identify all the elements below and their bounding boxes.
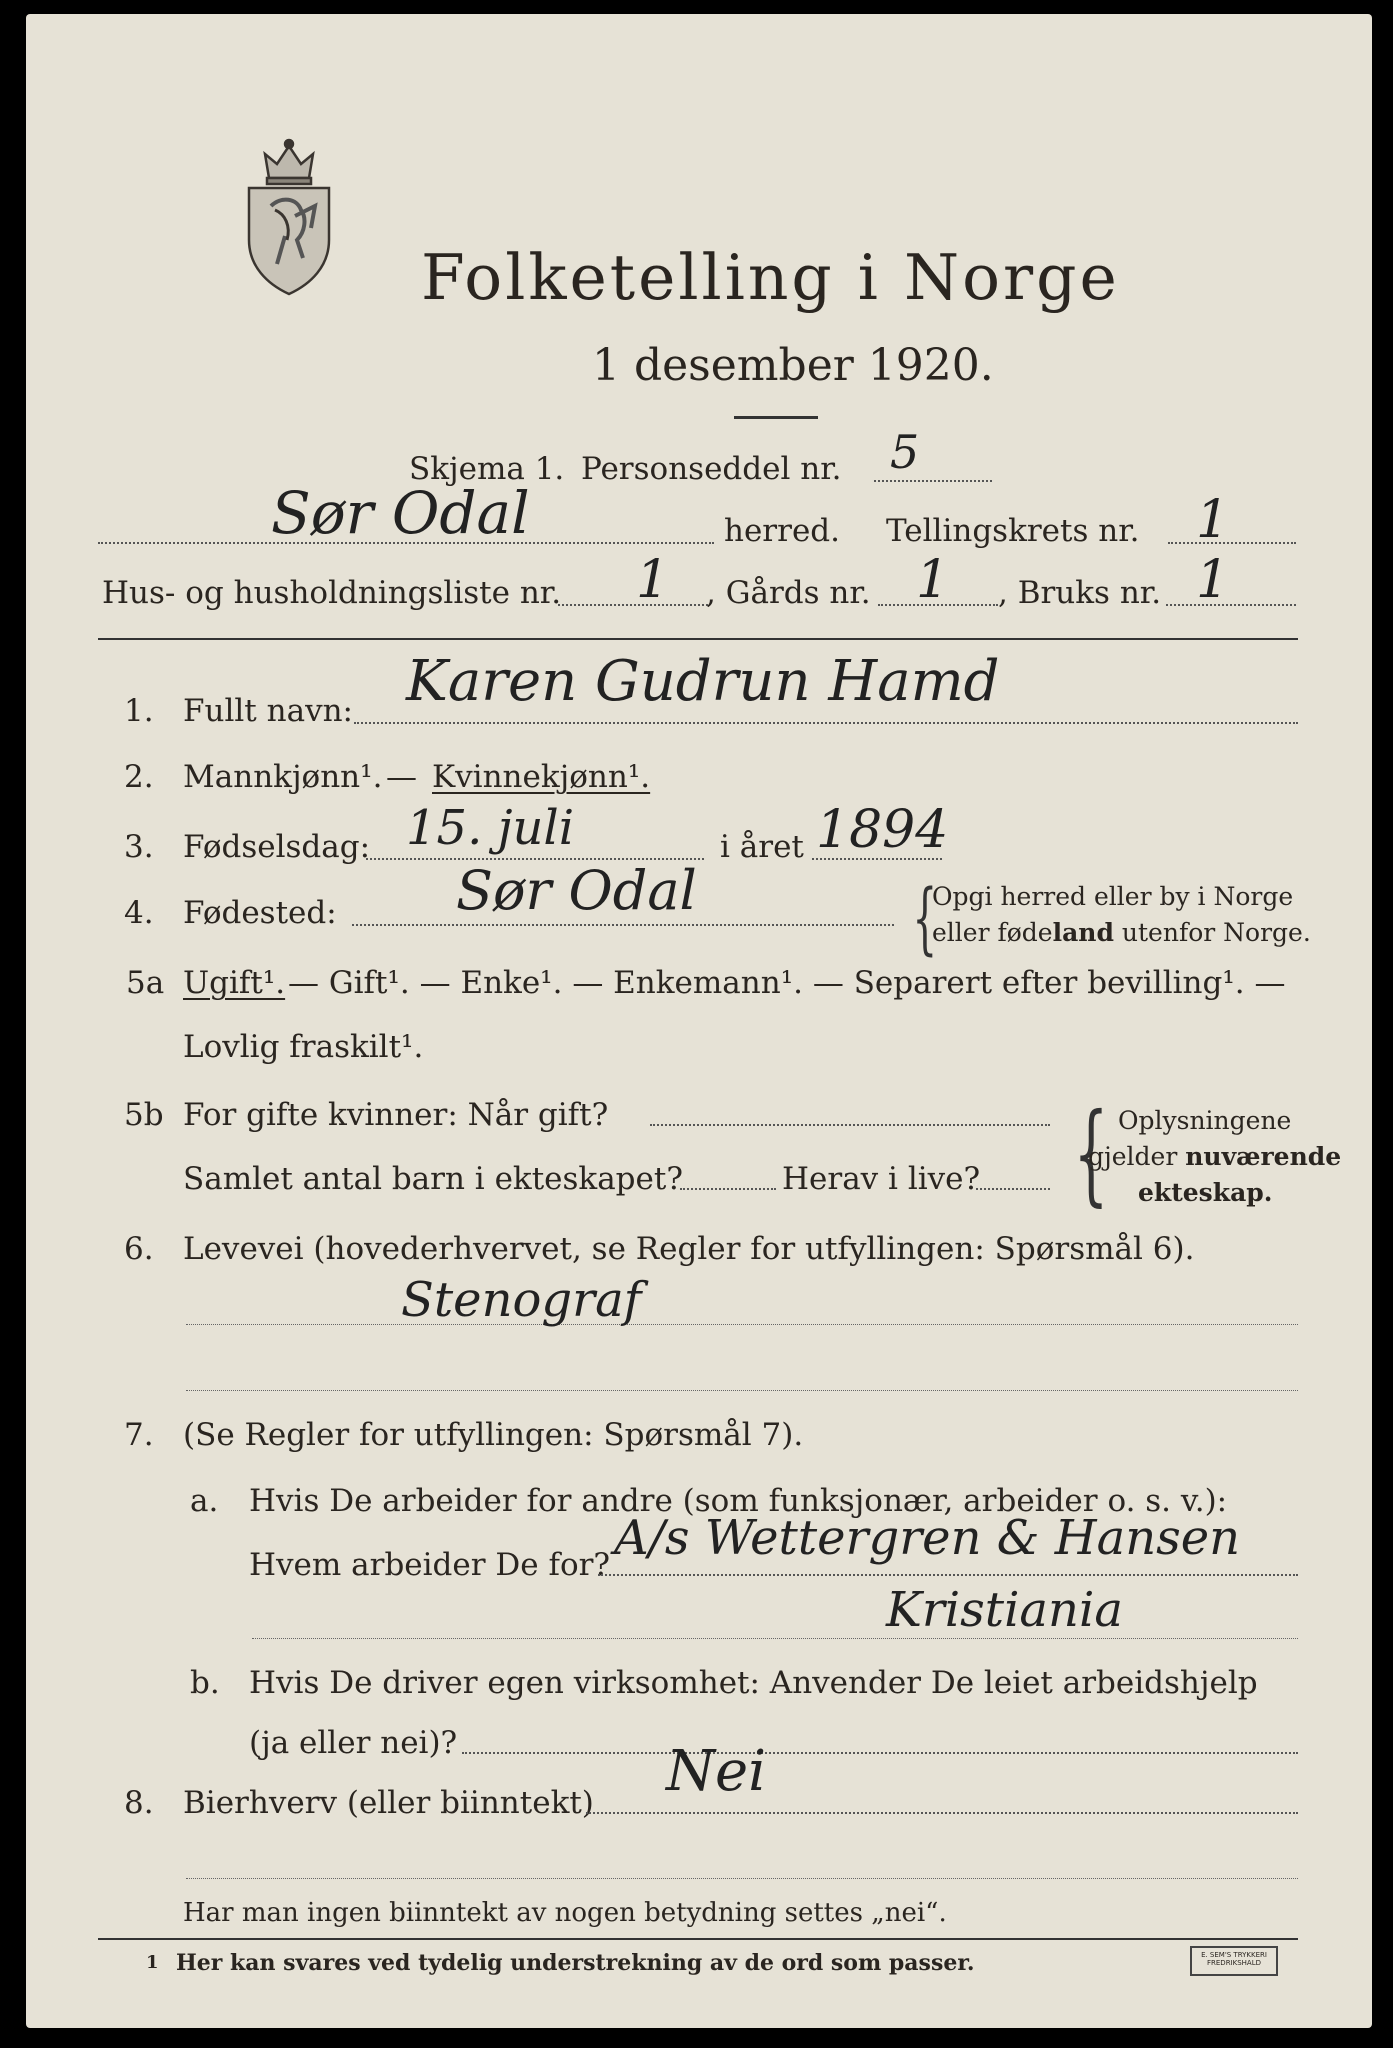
q5b-note2 xyxy=(1088,1144,1341,1169)
employer-field-2[interactable] xyxy=(252,1638,1298,1639)
q5b-note3: ekteskap. xyxy=(1138,1178,1273,1207)
title-divider xyxy=(734,416,818,419)
q5b-note1: Oplysningene xyxy=(1118,1106,1292,1135)
footer-divider xyxy=(98,1938,1298,1940)
q5a-number: 5a xyxy=(126,965,165,1001)
skjema-label: Skjema 1. xyxy=(409,451,565,487)
gards-label: , Gårds nr. xyxy=(706,575,871,611)
tellingskrets-value: 1 xyxy=(1196,490,1230,550)
q1-number: 1. xyxy=(124,693,154,729)
q4-label: Fødested: xyxy=(183,895,337,931)
q2-male[interactable]: Mannkjønn¹. xyxy=(183,759,383,795)
birthplace-field[interactable] xyxy=(352,924,894,926)
full-name-field[interactable] xyxy=(354,722,1298,724)
q4-note-a: eller føde xyxy=(932,918,1053,947)
q5b-note2a: gjelder xyxy=(1088,1142,1186,1171)
year-label: i året xyxy=(720,829,804,865)
q7a-number: a. xyxy=(190,1483,219,1519)
q7a-line2: Hvem arbeider De for? xyxy=(249,1547,611,1583)
q7-label: (Se Regler for utfyllingen: Spørsmål 7). xyxy=(183,1417,804,1453)
husliste-value: 1 xyxy=(636,550,670,610)
q5b-line1: For gifte kvinner: Når gift? xyxy=(183,1097,609,1133)
q2-separator: — xyxy=(386,759,417,795)
herred-value: Sør Odal xyxy=(271,479,530,547)
herred-label: herred. xyxy=(724,513,840,549)
children-alive-field[interactable] xyxy=(976,1188,1050,1190)
personseddel-value: 5 xyxy=(890,425,920,479)
herav-label: Herav i live? xyxy=(782,1161,981,1197)
birth-year-value: 1894 xyxy=(816,800,949,860)
q2-female-underlined[interactable]: Kvinnekjønn¹. xyxy=(432,759,651,795)
side-income-field-2[interactable] xyxy=(186,1878,1298,1879)
q1-label: Fullt navn: xyxy=(183,693,353,729)
q4-note-line1: Opgi herred eller by i Norge xyxy=(932,882,1294,911)
tellingskrets-field[interactable] xyxy=(1168,542,1296,544)
husliste-field[interactable] xyxy=(558,604,708,606)
printer-stamp xyxy=(1190,1946,1278,1976)
footnote-text: Her kan svares ved tydelig understrekning av de ord som passer. xyxy=(176,1950,975,1976)
q5b-note2b: nuværende xyxy=(1185,1142,1342,1171)
q4-note-b: land xyxy=(1052,918,1114,947)
q3-number: 3. xyxy=(124,829,154,865)
gards-value: 1 xyxy=(916,550,950,610)
q8-label: Bierhverv (eller biinntekt) xyxy=(183,1785,594,1821)
bruks-value: 1 xyxy=(1196,550,1230,610)
q7a-line1: Hvis De arbeider for andre (som funksjonær, arbeider o. s. v.): xyxy=(249,1483,1228,1519)
q5b-number: 5b xyxy=(124,1097,164,1133)
employer-field[interactable] xyxy=(598,1574,1298,1576)
birthday-value: 15. juli xyxy=(406,800,575,856)
q7b-line1: Hvis De driver egen virksomhet: Anvender De leiet arbeidshjelp xyxy=(249,1665,1258,1701)
q5a-options[interactable]: — Gift¹. — Enke¹. — Enkemann¹. — Separert efter bevilling¹. — xyxy=(288,965,1286,1001)
q5a-ugift-underlined[interactable]: Ugift¹. xyxy=(183,965,286,1001)
census-form-sheet xyxy=(26,14,1372,2028)
q7-number: 7. xyxy=(124,1417,154,1453)
personseddel-label: Personseddel nr. xyxy=(581,451,842,487)
q4-brace: { xyxy=(912,874,938,964)
q5b-brace: { xyxy=(1073,1089,1109,1217)
full-name-value: Karen Gudrun Hamd xyxy=(406,649,1000,714)
married-when-field[interactable] xyxy=(650,1124,1050,1126)
q7b-number: b. xyxy=(190,1665,220,1701)
q6-number: 6. xyxy=(124,1231,154,1267)
hired-help-field[interactable] xyxy=(462,1752,1298,1754)
occupation-value: Stenograf xyxy=(401,1272,642,1328)
q8-number: 8. xyxy=(124,1785,154,1821)
q3-label: Fødselsdag: xyxy=(183,829,371,865)
printer-stamp-line1: E. SEM'S TRYKKERI xyxy=(1201,1951,1267,1959)
q4-number: 4. xyxy=(124,895,154,931)
q7b-line2: (ja eller nei)? xyxy=(249,1725,458,1761)
q5a-line2[interactable]: Lovlig fraskilt¹. xyxy=(183,1029,424,1065)
employer-value-line1: A/s Wettergren & Hansen xyxy=(614,1510,1241,1566)
nei-note: Har man ingen biinntekt av nogen betydning settes „nei“. xyxy=(183,1898,947,1928)
header-divider xyxy=(98,638,1298,640)
occupation-field[interactable] xyxy=(186,1324,1298,1325)
printer-stamp-line2: FREDRIKSHALD xyxy=(1206,1959,1261,1967)
q6-label: Levevei (hovederhvervet, se Regler for utfyllingen: Spørsmål 6). xyxy=(183,1231,1195,1267)
q4-note-c: utenfor Norge. xyxy=(1113,918,1311,947)
side-income-value: Nei xyxy=(666,1739,767,1804)
children-count-field[interactable] xyxy=(680,1188,776,1190)
form-title: Folketelling i Norge xyxy=(421,241,1120,314)
bruks-label: , Bruks nr. xyxy=(998,575,1162,611)
q5b-line2: Samlet antal barn i ekteskapet? xyxy=(183,1161,683,1197)
coat-of-arms-icon xyxy=(241,136,337,296)
personseddel-field[interactable] xyxy=(874,480,992,482)
tellingskrets-label: Tellingskrets nr. xyxy=(886,513,1140,549)
birthplace-value: Sør Odal xyxy=(456,859,697,922)
employer-value-line2: Kristiania xyxy=(886,1582,1123,1638)
q2-number: 2. xyxy=(124,759,154,795)
husliste-label: Hus- og husholdningsliste nr. xyxy=(102,575,562,611)
footnote-number: 1 xyxy=(146,1952,159,1973)
q4-note-line2 xyxy=(932,920,1311,945)
occupation-field-2[interactable] xyxy=(186,1390,1298,1391)
bruks-field[interactable] xyxy=(1166,604,1296,606)
form-date: 1 desember 1920. xyxy=(592,340,994,391)
side-income-field[interactable] xyxy=(586,1812,1298,1814)
